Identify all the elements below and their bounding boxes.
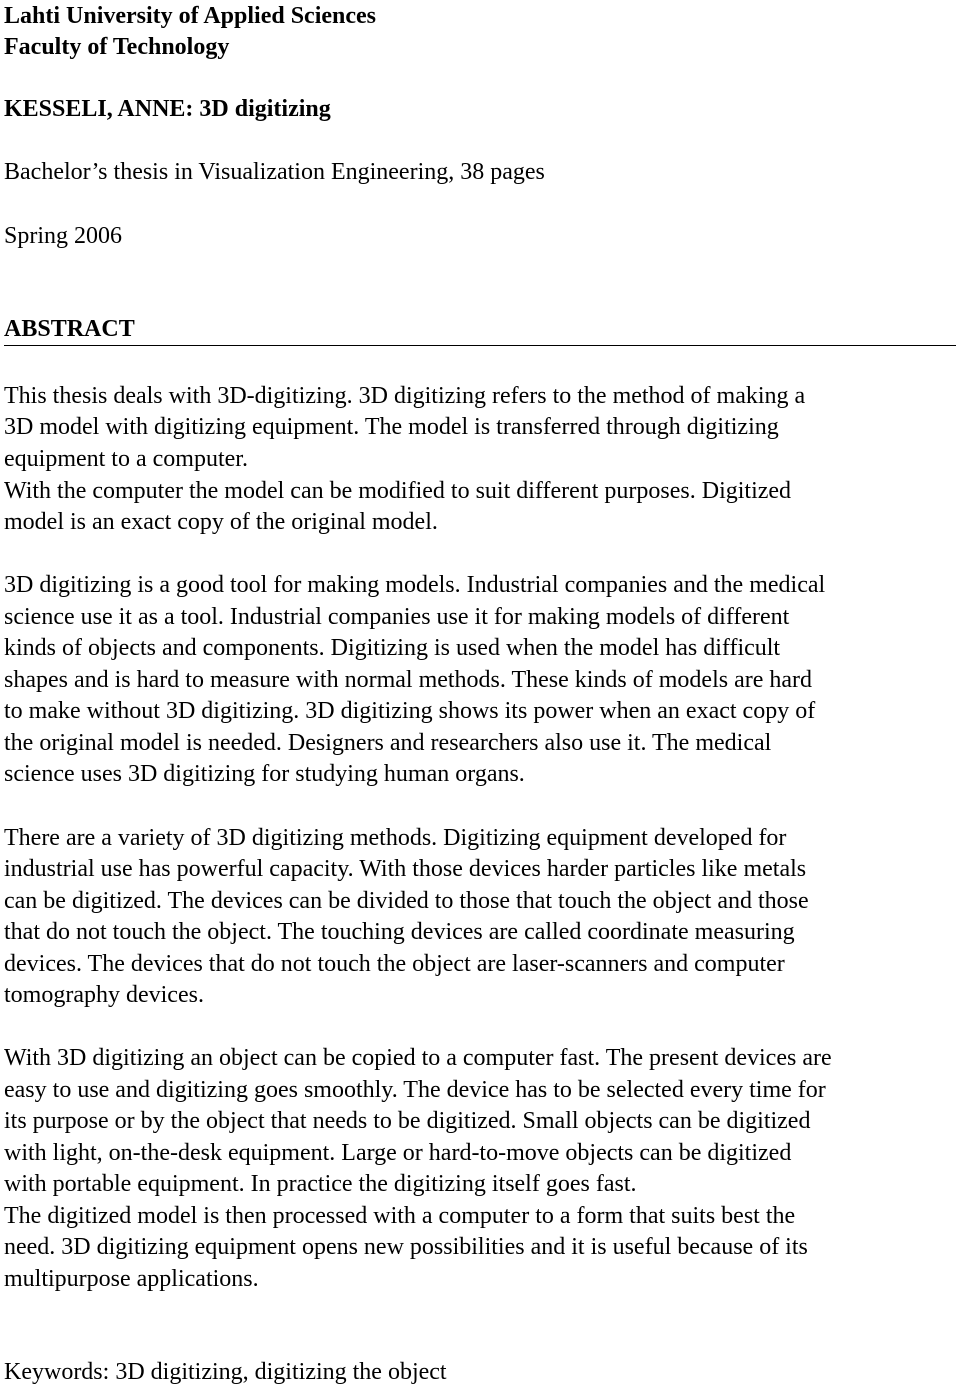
paragraph-line: equipment to a computer. [4, 446, 248, 472]
thesis-info: Bachelor’s thesis in Visualization Engineering, 38 pages [4, 159, 545, 185]
abstract-heading: ABSTRACT [4, 316, 135, 342]
paragraph-line: 3D digitizing is a good tool for making models. Industrial companies and the medical [4, 572, 826, 598]
paragraph-line: with portable equipment. In practice the digitizing itself goes fast. [4, 1171, 637, 1197]
paragraph-line: With 3D digitizing an object can be copied to a computer fast. The present devices are [4, 1045, 832, 1071]
paragraph-line: There are a variety of 3D digitizing methods. Digitizing equipment developed for [4, 825, 787, 851]
paragraph-line: shapes and is hard to measure with normal methods. These kinds of models are hard [4, 667, 813, 693]
paragraph-line: the original model is needed. Designers and researchers also use it. The medical [4, 730, 772, 756]
paragraph-line: industrial use has powerful capacity. With those devices harder particles like metals [4, 856, 807, 882]
paragraph-line: model is an exact copy of the original model. [4, 509, 438, 535]
author-title: KESSELI, ANNE: 3D digitizing [4, 96, 331, 122]
paragraph-line: its purpose or by the object that needs to be digitized. Small objects can be digitized [4, 1108, 811, 1134]
paragraph-line: science uses 3D digitizing for studying human organs. [4, 761, 525, 787]
paragraph-line: need. 3D digitizing equipment opens new possibilities and it is useful because of its [4, 1234, 808, 1260]
paragraph-line: with light, on-the-desk equipment. Large or hard-to-move objects can be digitized [4, 1140, 792, 1166]
paragraph-line: The digitized model is then processed with a computer to a form that suits best the [4, 1203, 796, 1229]
institution-name: Lahti University of Applied Sciences [4, 3, 377, 29]
paragraph-line: devices. The devices that do not touch the object are laser-scanners and computer [4, 951, 785, 977]
keywords: Keywords: 3D digitizing, digitizing the object [4, 1359, 447, 1385]
paragraph-line: multipurpose applications. [4, 1266, 259, 1292]
paragraph-line: to make without 3D digitizing. 3D digitizing shows its power when an exact copy of [4, 698, 816, 724]
paragraph-line: 3D model with digitizing equipment. The model is transferred through digitizing [4, 414, 779, 440]
paragraph-line: tomography devices. [4, 982, 204, 1008]
paragraph-line: kinds of objects and components. Digitizing is used when the model has difficult [4, 635, 781, 661]
paragraph-line: With the computer the model can be modified to suit different purposes. Digitized [4, 478, 792, 504]
term: Spring 2006 [4, 223, 123, 249]
paragraph-line: science use it as a tool. Industrial companies use it for making models of different [4, 604, 790, 630]
heading-divider [4, 345, 956, 346]
paragraph-line: easy to use and digitizing goes smoothly. The device has to be selected every time for [4, 1077, 826, 1103]
paragraph-line: that do not touch the object. The touching devices are called coordinate measuring [4, 919, 795, 945]
paragraph-line: This thesis deals with 3D-digitizing. 3D digitizing refers to the method of making a [4, 383, 806, 409]
paragraph-line: can be digitized. The devices can be divided to those that touch the object and those [4, 888, 809, 914]
faculty-name: Faculty of Technology [4, 34, 230, 60]
